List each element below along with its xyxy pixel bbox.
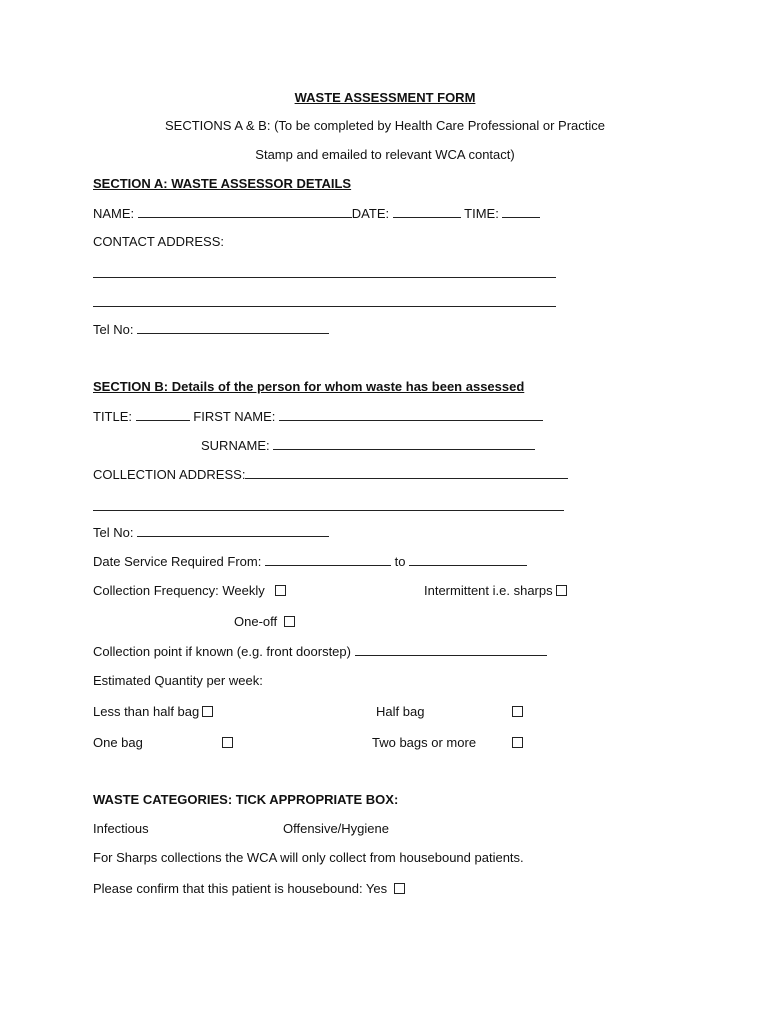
weekly-checkbox[interactable] <box>275 585 286 596</box>
first-name-label: FIRST NAME: <box>193 409 276 424</box>
housebound-label: Please confirm that this patient is housebound: Yes <box>93 881 388 896</box>
one-bag-checkbox[interactable] <box>222 737 233 748</box>
assessor-tel-label: Tel No: <box>93 322 134 337</box>
date-from-field[interactable] <box>265 553 391 566</box>
half-bag-label: Half bag <box>376 704 425 719</box>
date-to-field[interactable] <box>409 553 527 566</box>
less-than-half-checkbox[interactable] <box>202 706 213 717</box>
name-field[interactable] <box>138 205 352 218</box>
two-bags-checkbox[interactable] <box>512 737 523 748</box>
one-bag-label: One bag <box>93 735 143 750</box>
waste-categories-heading: WASTE CATEGORIES: TICK APPROPRIATE BOX: <box>93 792 399 807</box>
surname-row <box>201 437 535 454</box>
half-bag-checkbox[interactable] <box>512 706 523 717</box>
title-name-row <box>93 408 543 425</box>
offensive-hygiene-label: Offensive/Hygiene <box>283 821 389 836</box>
patient-tel-field[interactable] <box>137 524 329 537</box>
intermittent-row <box>424 583 567 599</box>
weekly-label: Weekly <box>222 583 265 598</box>
name-label: NAME: <box>93 206 135 221</box>
assessor-tel-field[interactable] <box>137 321 329 334</box>
contact-address-label: CONTACT ADDRESS: <box>93 234 224 249</box>
section-a-heading: SECTION A: WASTE ASSESSOR DETAILS <box>93 176 352 191</box>
one-off-label: One-off <box>234 614 278 629</box>
collection-address-row <box>93 466 568 483</box>
less-than-half-row <box>93 704 213 720</box>
service-date-row <box>93 553 527 570</box>
collection-address-field[interactable] <box>245 466 568 479</box>
date-label: DATE: <box>351 206 390 221</box>
housebound-yes-checkbox[interactable] <box>394 883 405 894</box>
time-field[interactable] <box>502 205 540 218</box>
two-bags-label: Two bags or more <box>372 735 477 750</box>
frequency-row <box>93 583 286 599</box>
contact-address-line-2[interactable] <box>93 306 556 307</box>
collection-point-field[interactable] <box>355 643 547 656</box>
intermittent-label: Intermittent i.e. sharps <box>424 583 553 598</box>
date-from-label: Date Service Required From: <box>93 554 262 569</box>
one-off-row <box>234 614 295 630</box>
date-to-label: to <box>394 554 406 569</box>
name-row <box>93 205 540 222</box>
infectious-label: Infectious <box>93 821 149 836</box>
title-label: TITLE: <box>93 409 133 424</box>
form-subtitle-line1: SECTIONS A & B: (To be completed by Health Care Professional or Practice <box>164 118 606 133</box>
collection-point-row <box>93 643 547 660</box>
form-title: WASTE ASSESSMENT FORM <box>294 90 476 105</box>
surname-field[interactable] <box>273 437 535 450</box>
contact-address-line-1[interactable] <box>93 277 556 278</box>
housebound-row <box>93 881 405 897</box>
patient-tel-label: Tel No: <box>93 525 134 540</box>
collection-address-line-2[interactable] <box>93 510 564 511</box>
collection-address-label: COLLECTION ADDRESS: <box>93 467 246 482</box>
title-field[interactable] <box>136 408 190 421</box>
surname-label: SURNAME: <box>201 438 270 453</box>
frequency-label: Collection Frequency: <box>93 583 219 598</box>
time-label: TIME: <box>464 206 499 221</box>
intermittent-checkbox[interactable] <box>556 585 567 596</box>
date-field[interactable] <box>393 205 461 218</box>
assessor-tel-row <box>93 321 329 338</box>
less-than-half-label: Less than half bag <box>93 704 200 719</box>
quantity-label: Estimated Quantity per week: <box>93 673 263 688</box>
section-b-heading: SECTION B: Details of the person for whom waste has been assessed <box>93 379 525 394</box>
first-name-field[interactable] <box>279 408 543 421</box>
collection-point-label: Collection point if known (e.g. front doorstep) <box>93 644 351 659</box>
one-off-checkbox[interactable] <box>284 616 295 627</box>
form-subtitle-line2: Stamp and emailed to relevant WCA contact) <box>255 147 515 162</box>
patient-tel-row <box>93 524 329 541</box>
sharps-note: For Sharps collections the WCA will only collect from housebound patients. <box>93 850 524 865</box>
